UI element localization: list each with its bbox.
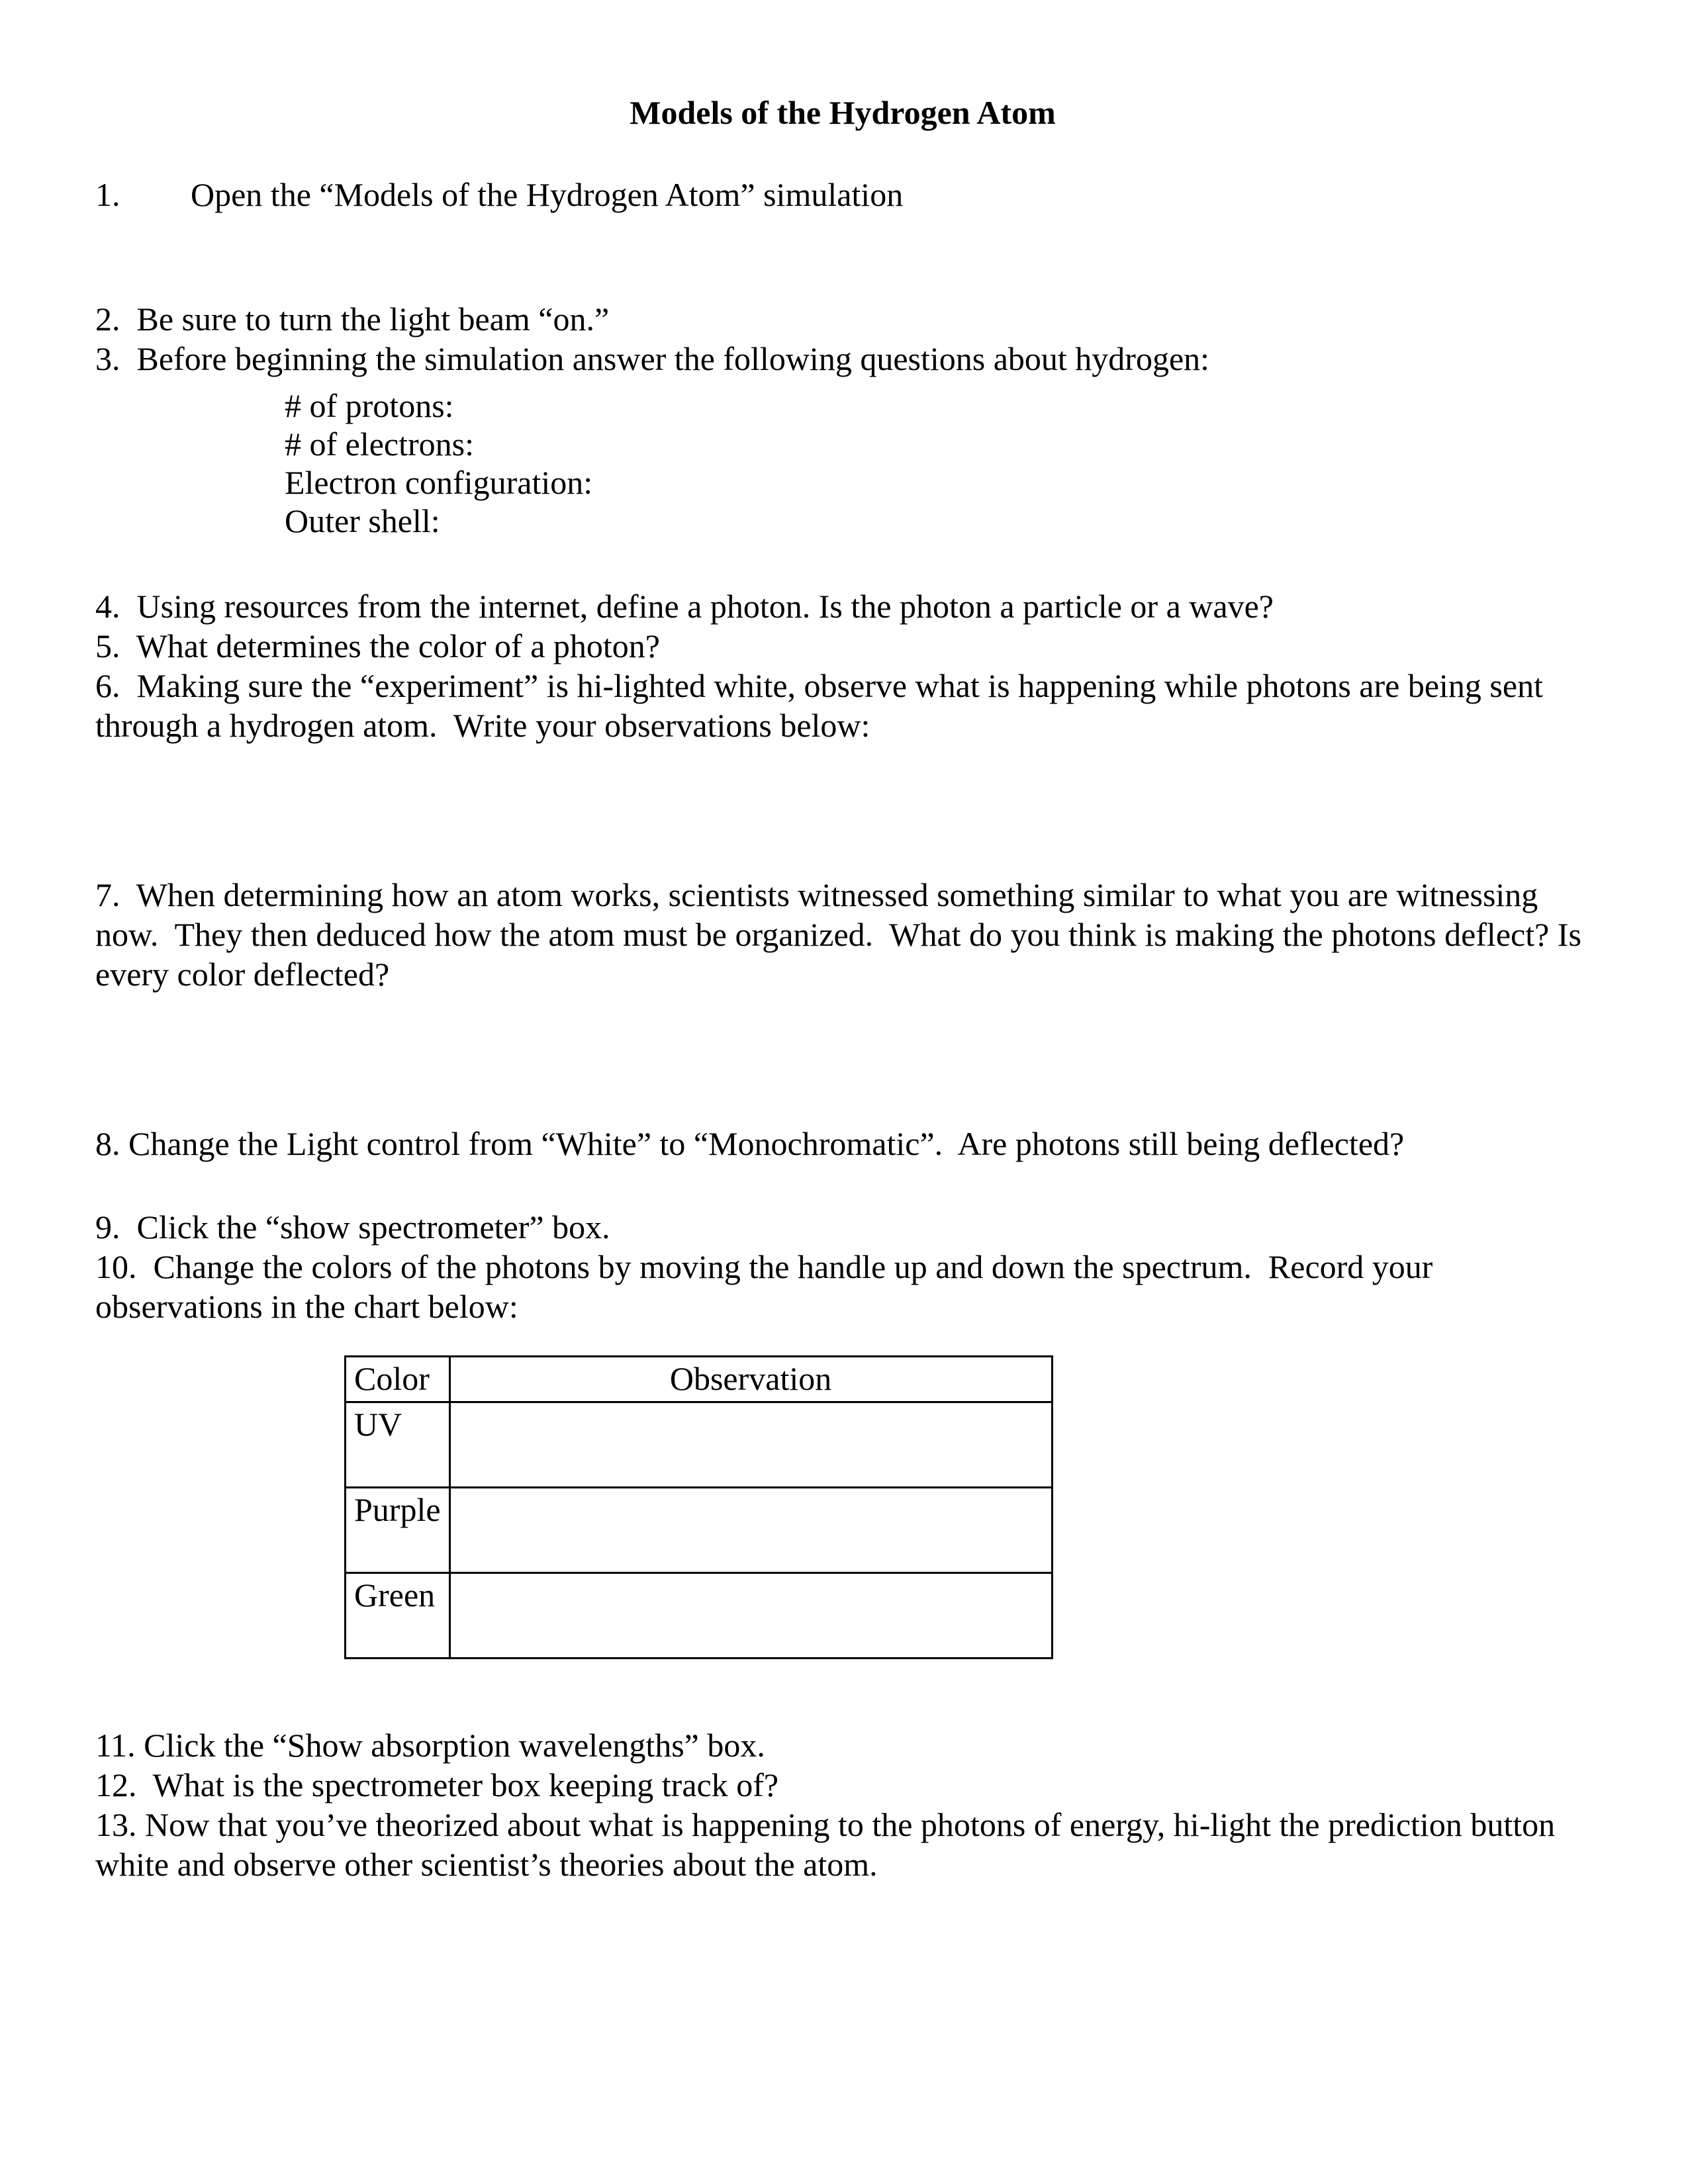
sub-question-electrons: # of electrons: (285, 426, 475, 463)
hydrogen-sub-questions (285, 387, 1590, 540)
table-row (346, 1402, 1053, 1488)
item-8: 8. Change the Light control from “White” to “Monochromatic”. Are photons still being deflected? (95, 1125, 1405, 1162)
table-header-row (346, 1357, 1053, 1402)
color-cell-green: Green (346, 1573, 450, 1659)
observations-table (344, 1355, 1053, 1659)
observation-cell-green (449, 1573, 1052, 1659)
item-13: 13. Now that you’ve theorized about what is happening to the photons of energy, hi-light the prediction button white and observe other scientist’s theories about the atom. (95, 1806, 1564, 1883)
item-1 (95, 175, 1590, 214)
page-title: Models of the Hydrogen Atom (630, 94, 1056, 131)
table-header-observation: Observation (449, 1357, 1052, 1402)
item-11: 11. Click the “Show absorption wavelengths” box. (95, 1727, 765, 1764)
item-10: 10. Change the colors of the photons by moving the handle up and down the spectrum. Record your observations in the chart below: (95, 1248, 1441, 1325)
item-5: 5. What determines the color of a photon? (95, 627, 660, 664)
item-2: 2. Be sure to turn the light beam “on.” (95, 300, 610, 338)
item-9: 9. Click the “show spectrometer” box. (95, 1208, 610, 1246)
table-header-color: Color (346, 1357, 450, 1402)
table-row (346, 1573, 1053, 1659)
sub-question-protons: # of protons: (285, 387, 454, 424)
item-6: 6. Making sure the “experiment” is hi-lighted white, observe what is happening while photons are being sent through a hydrogen atom. Write your observations below: (95, 667, 1552, 744)
item-1-number: 1. (95, 176, 120, 213)
item-1-text: Open the “Models of the Hydrogen Atom” simulation (191, 176, 904, 213)
item-4: 4. Using resources from the internet, define a photon. Is the photon a particle or a wave? (95, 588, 1274, 625)
item-3: 3. Before beginning the simulation answer the following questions about hydrogen: (95, 340, 1210, 377)
observation-cell-purple (449, 1488, 1052, 1573)
color-cell-uv: UV (346, 1402, 450, 1488)
item-12: 12. What is the spectrometer box keeping track of? (95, 1766, 779, 1803)
sub-question-outer-shell: Outer shell: (285, 502, 440, 539)
observation-cell-uv (449, 1402, 1052, 1488)
table-row (346, 1488, 1053, 1573)
item-7: 7. When determining how an atom works, scientists witnessed something similar to what you are witnessing now. They then deduced how the atom must be organized. What do you think is making the photons deflect? Is every color deflected? (95, 876, 1590, 993)
color-cell-purple: Purple (346, 1488, 450, 1573)
sub-question-configuration: Electron configuration: (285, 464, 593, 501)
